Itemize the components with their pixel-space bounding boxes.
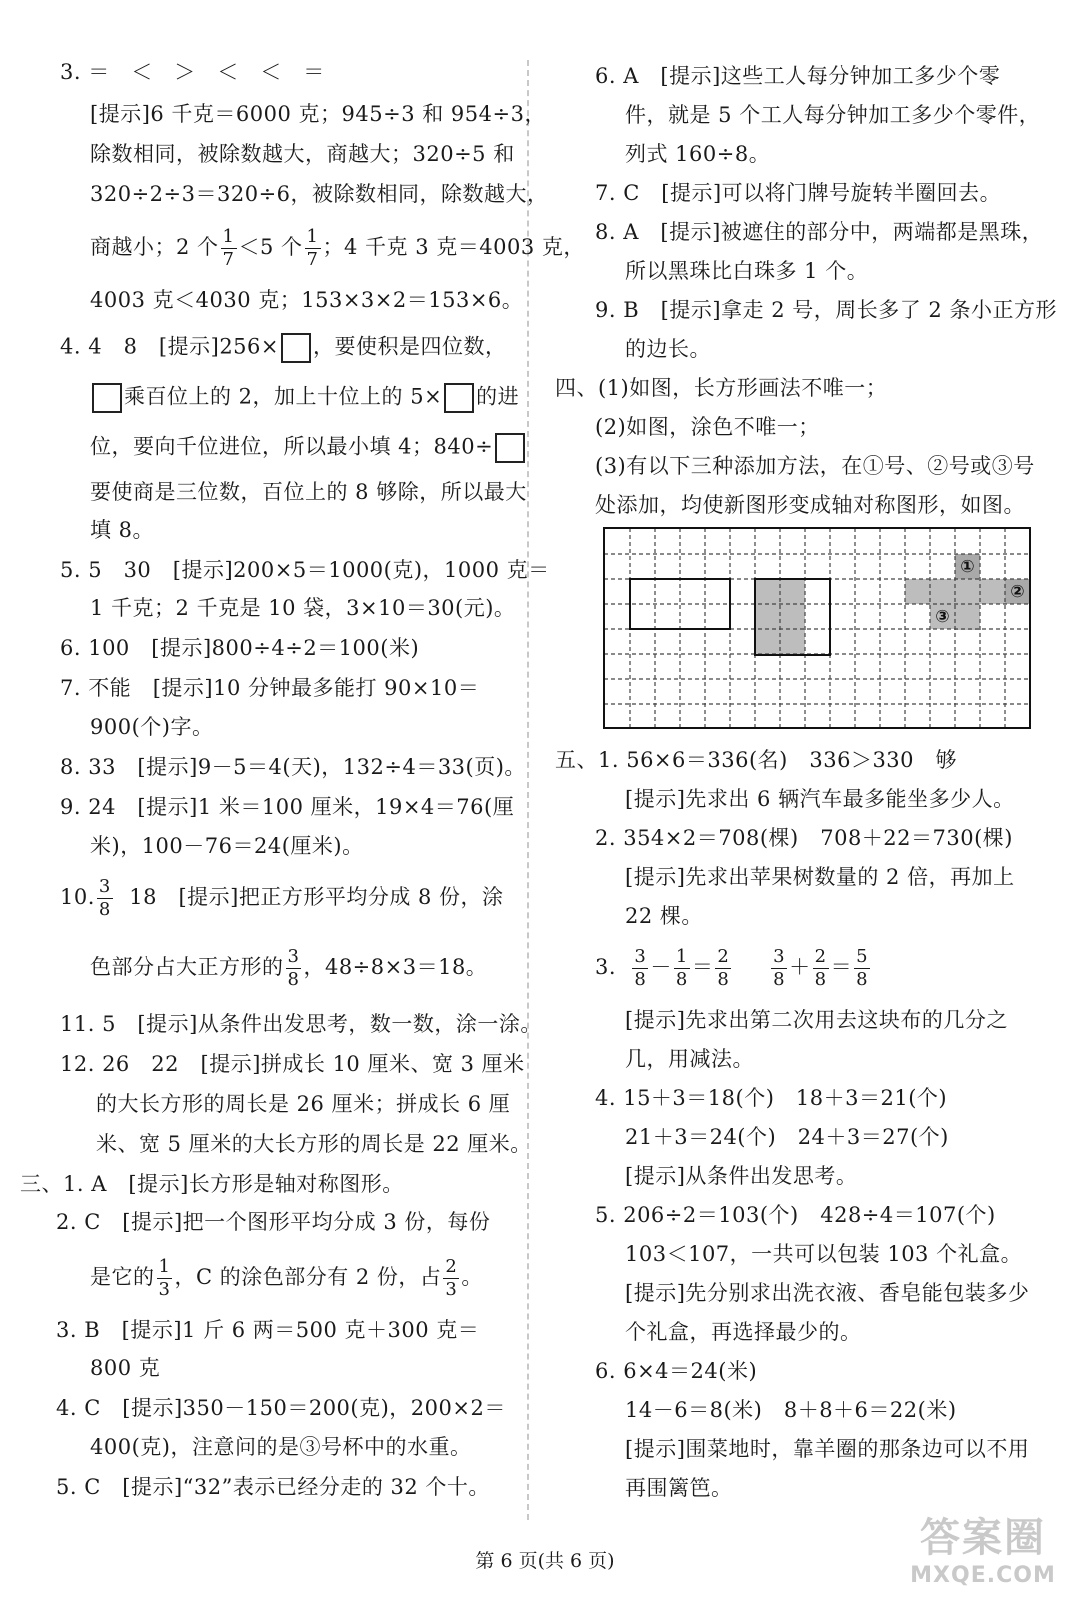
answer-r9: 9. B [提示]拿走 2 号，周长多了 2 条小正方形 xyxy=(595,298,1057,322)
column-divider xyxy=(527,60,529,1520)
answer-5: 5. 5 30 [提示]200×5＝1000(克)，1000 克＝ xyxy=(60,558,550,582)
section-5-hint-2-line2: 22 棵。 xyxy=(625,904,703,928)
hint-7-line2: 900(个)字。 xyxy=(90,715,214,739)
answer-7: 7. 不能 [提示]10 分钟最多能打 90×10＝ xyxy=(60,676,480,700)
hint-4-line5: 填 8。 xyxy=(90,518,155,542)
section-5-hint-3-line2: 几，用减法。 xyxy=(625,1047,754,1071)
section-5-hint-3: [提示]先求出第二次用去这块布的几分之 xyxy=(625,1008,1008,1032)
section-5-answer-5: 5. 206÷2＝103(个) 428÷4＝107(个) xyxy=(595,1203,996,1227)
section-5-answer-5-line2: 103＜107，一共可以包装 103 个礼盒。 xyxy=(625,1242,1023,1266)
watermark-logo-text: 答案圈 xyxy=(920,1514,1046,1561)
page-footer: 第 6 页(共 6 页) xyxy=(475,1550,615,1572)
label-circle-3: ③ xyxy=(935,607,950,627)
fraction-two-eighths: $\frac{2}{8}$ xyxy=(717,946,730,990)
blank-box xyxy=(281,333,311,363)
section-4-item-2: (2)如图，涂色不唯一； xyxy=(595,415,820,439)
answer-10: 10. $\frac{3}{8}$ 18 [提示]把正方形平均分成 8 份，涂 xyxy=(60,876,504,920)
section-3-hint-3: 800 克 xyxy=(90,1356,161,1380)
hint-r8-line2: 所以黑珠比白珠多 1 个。 xyxy=(625,259,869,283)
hint-12-line3: 米、宽 5 厘米的大长方形的周长是 22 厘米。 xyxy=(96,1132,532,1156)
fraction-one-third: $\frac{1}{3}$ xyxy=(158,1256,171,1300)
section-3-hint-2: 是它的 $\frac{1}{3}$ ，C 的涂色部分有 2 份，占 $\frac{2}{3}$ 。 xyxy=(90,1256,483,1300)
blank-box xyxy=(495,433,525,463)
answer-r8: 8. A [提示]被遮住的部分中，两端都是黑珠， xyxy=(595,220,1044,244)
section-4-item-3-line2: 处添加，均使新图形变成轴对称图形，如图。 xyxy=(595,493,1025,517)
answer-grid-figure xyxy=(603,527,1031,729)
hint-10-line2: 色部分占大正方形的 $\frac{3}{8}$ ，48÷8×3＝18。 xyxy=(90,946,488,990)
section-3-hint-4: 400(克)，注意问的是③号杯中的水重。 xyxy=(90,1435,472,1459)
fraction-three-eighths: $\frac{3}{8}$ xyxy=(287,946,300,990)
answer-4: 4. 4 8 [提示]256× ，要使积是四位数， xyxy=(60,333,507,363)
section-5-answer-6-line2: 14－6＝8(米) 8＋8＋6＝22(米) xyxy=(625,1398,957,1422)
fraction-two-eighths: $\frac{2}{8}$ xyxy=(814,946,827,990)
fraction-one-seventh: $\frac{1}{7}$ xyxy=(306,226,319,270)
section-3-answer-3: 3. B [提示]1 斤 6 两＝500 克＋300 克＝ xyxy=(56,1318,480,1342)
grid-svg xyxy=(603,527,1031,729)
section-4-item-1: 四、(1)如图，长方形画法不唯一； xyxy=(555,376,888,400)
answer-8: 8. 33 [提示]9－5＝4(天)，132÷4＝33(页)。 xyxy=(60,755,526,779)
section-5-answer-6: 6. 6×4＝24(米) xyxy=(595,1359,758,1383)
section-5-hint-5-line2: 个礼盒，再选择最少的。 xyxy=(625,1320,862,1344)
section-5-hint-6-line2: 再围篱笆。 xyxy=(625,1476,733,1500)
hint-3-line1: [提示]6 千克＝6000 克；945÷3 和 954÷3， xyxy=(90,102,546,126)
section-3-answer-2: 2. C [提示]把一个图形平均分成 3 份，每份 xyxy=(56,1210,491,1234)
hint-9-line2: 米)，100－76＝24(厘米)。 xyxy=(90,834,364,858)
watermark-site: MXQE.COM xyxy=(910,1563,1056,1588)
hint-r6-line3: 列式 160÷8。 xyxy=(625,142,771,166)
section-5-answer-2: 2. 354×2＝708(棵) 708＋22＝730(棵) xyxy=(595,826,1013,850)
hint-r6-line2: 件，就是 5 个工人每分钟加工多少个零件， xyxy=(625,103,1041,127)
label-circle-2: ② xyxy=(1010,582,1025,602)
fraction-three-eighths: $\frac{3}{8}$ xyxy=(98,876,111,920)
answer-9: 9. 24 [提示]1 米＝100 厘米，19×4＝76(厘 xyxy=(60,795,515,819)
hint-3-line2: 除数相同，被除数越大，商越大；320÷5 和 xyxy=(90,142,515,166)
section-5-answer-3: 3. $\frac{3}{8}$ － $\frac{1}{8}$ ＝ $\frac{2}{8}$ $\frac{3}{8}$ ＋ $\frac{2}{8}$ ＝ $\frac{5}{8}$ xyxy=(595,946,869,990)
section-4-item-3: (3)有以下三种添加方法，在①号、②号或③号 xyxy=(595,454,1035,478)
hint-5-line2: 1 千克；2 千克是 10 袋，3×10＝30(元)。 xyxy=(90,596,516,620)
fraction-one-eighth: $\frac{1}{8}$ xyxy=(675,946,688,990)
answer-6: 6. 100 [提示]800÷4÷2＝100(米) xyxy=(60,636,420,660)
hint-r9-line2: 的边长。 xyxy=(625,337,711,361)
label-circle-1: ① xyxy=(960,557,975,577)
section-5-answer-4-line2: 21＋3＝24(个) 24＋3＝27(个) xyxy=(625,1125,949,1149)
fraction-five-eighths: $\frac{5}{8}$ xyxy=(856,946,869,990)
section-3-answer-1: 三、1. A [提示]长方形是轴对称图形。 xyxy=(20,1172,404,1196)
hint-3-line4: 商越小；2 个 $\frac{1}{7}$ ＜5 个 $\frac{1}{7}$ ；4 千克 3 克＝4003 克， xyxy=(90,226,585,270)
answer-r7: 7. C [提示]可以将门牌号旋转半圈回去。 xyxy=(595,181,1002,205)
answer-r6: 6. A [提示]这些工人每分钟加工多少个零 xyxy=(595,64,1001,88)
fraction-three-eighths: $\frac{3}{8}$ xyxy=(773,946,786,990)
watermark-logo xyxy=(898,1506,1068,1586)
section-5-answer-4: 4. 15＋3＝18(个) 18＋3＝21(个) xyxy=(595,1086,948,1110)
hint-4-line4: 要使商是三位数，百位上的 8 够除，所以最大 xyxy=(90,480,527,504)
hint-4-line3: 位，要向千位进位，所以最小填 4；840÷ xyxy=(90,433,527,463)
blank-box xyxy=(444,383,474,413)
section-5-answer-1: 五、1. 56×6＝336(名) 336＞330 够 xyxy=(555,748,958,772)
hint-4-line2: 乘百位上的 2，加上十位上的 5× 的进 xyxy=(90,383,519,413)
hint-3-line5: 4003 克＜4030 克；153×3×2＝153×6。 xyxy=(90,288,524,312)
blank-box xyxy=(92,383,122,413)
section-5-hint-5: [提示]先分别求出洗衣液、香皂能包装多少 xyxy=(625,1281,1030,1305)
answer-12: 12. 26 22 [提示]拼成长 10 厘米、宽 3 厘米 xyxy=(60,1052,525,1076)
section-3-answer-5: 5. C [提示]“32”表示已经分走的 32 个十。 xyxy=(56,1475,490,1499)
fraction-three-eighths: $\frac{3}{8}$ xyxy=(634,946,647,990)
hint-3-line3: 320÷2÷3＝320÷6，被除数相同，除数越大， xyxy=(90,182,549,206)
section-5-hint-2: [提示]先求出苹果树数量的 2 倍，再加上 xyxy=(625,865,1015,889)
answer-11: 11. 5 [提示]从条件出发思考，数一数，涂一涂。 xyxy=(60,1012,542,1036)
hint-12-line2: 的大长方形的周长是 26 厘米；拼成长 6 厘 xyxy=(96,1092,511,1116)
fraction-two-thirds: $\frac{2}{3}$ xyxy=(445,1256,458,1300)
section-5-hint-1: [提示]先求出 6 辆汽车最多能坐多少人。 xyxy=(625,787,1015,811)
section-3-answer-4: 4. C [提示]350－150＝200(克)，200×2＝ xyxy=(56,1396,506,1420)
section-5-hint-6: [提示]围菜地时，靠羊圈的那条边可以不用 xyxy=(625,1437,1030,1461)
fraction-one-seventh: $\frac{1}{7}$ xyxy=(222,226,235,270)
section-5-hint-4: [提示]从条件出发思考。 xyxy=(625,1164,858,1188)
answer-3: 3. ＝ ＜ ＞ ＜ ＜ ＝ xyxy=(60,60,325,84)
